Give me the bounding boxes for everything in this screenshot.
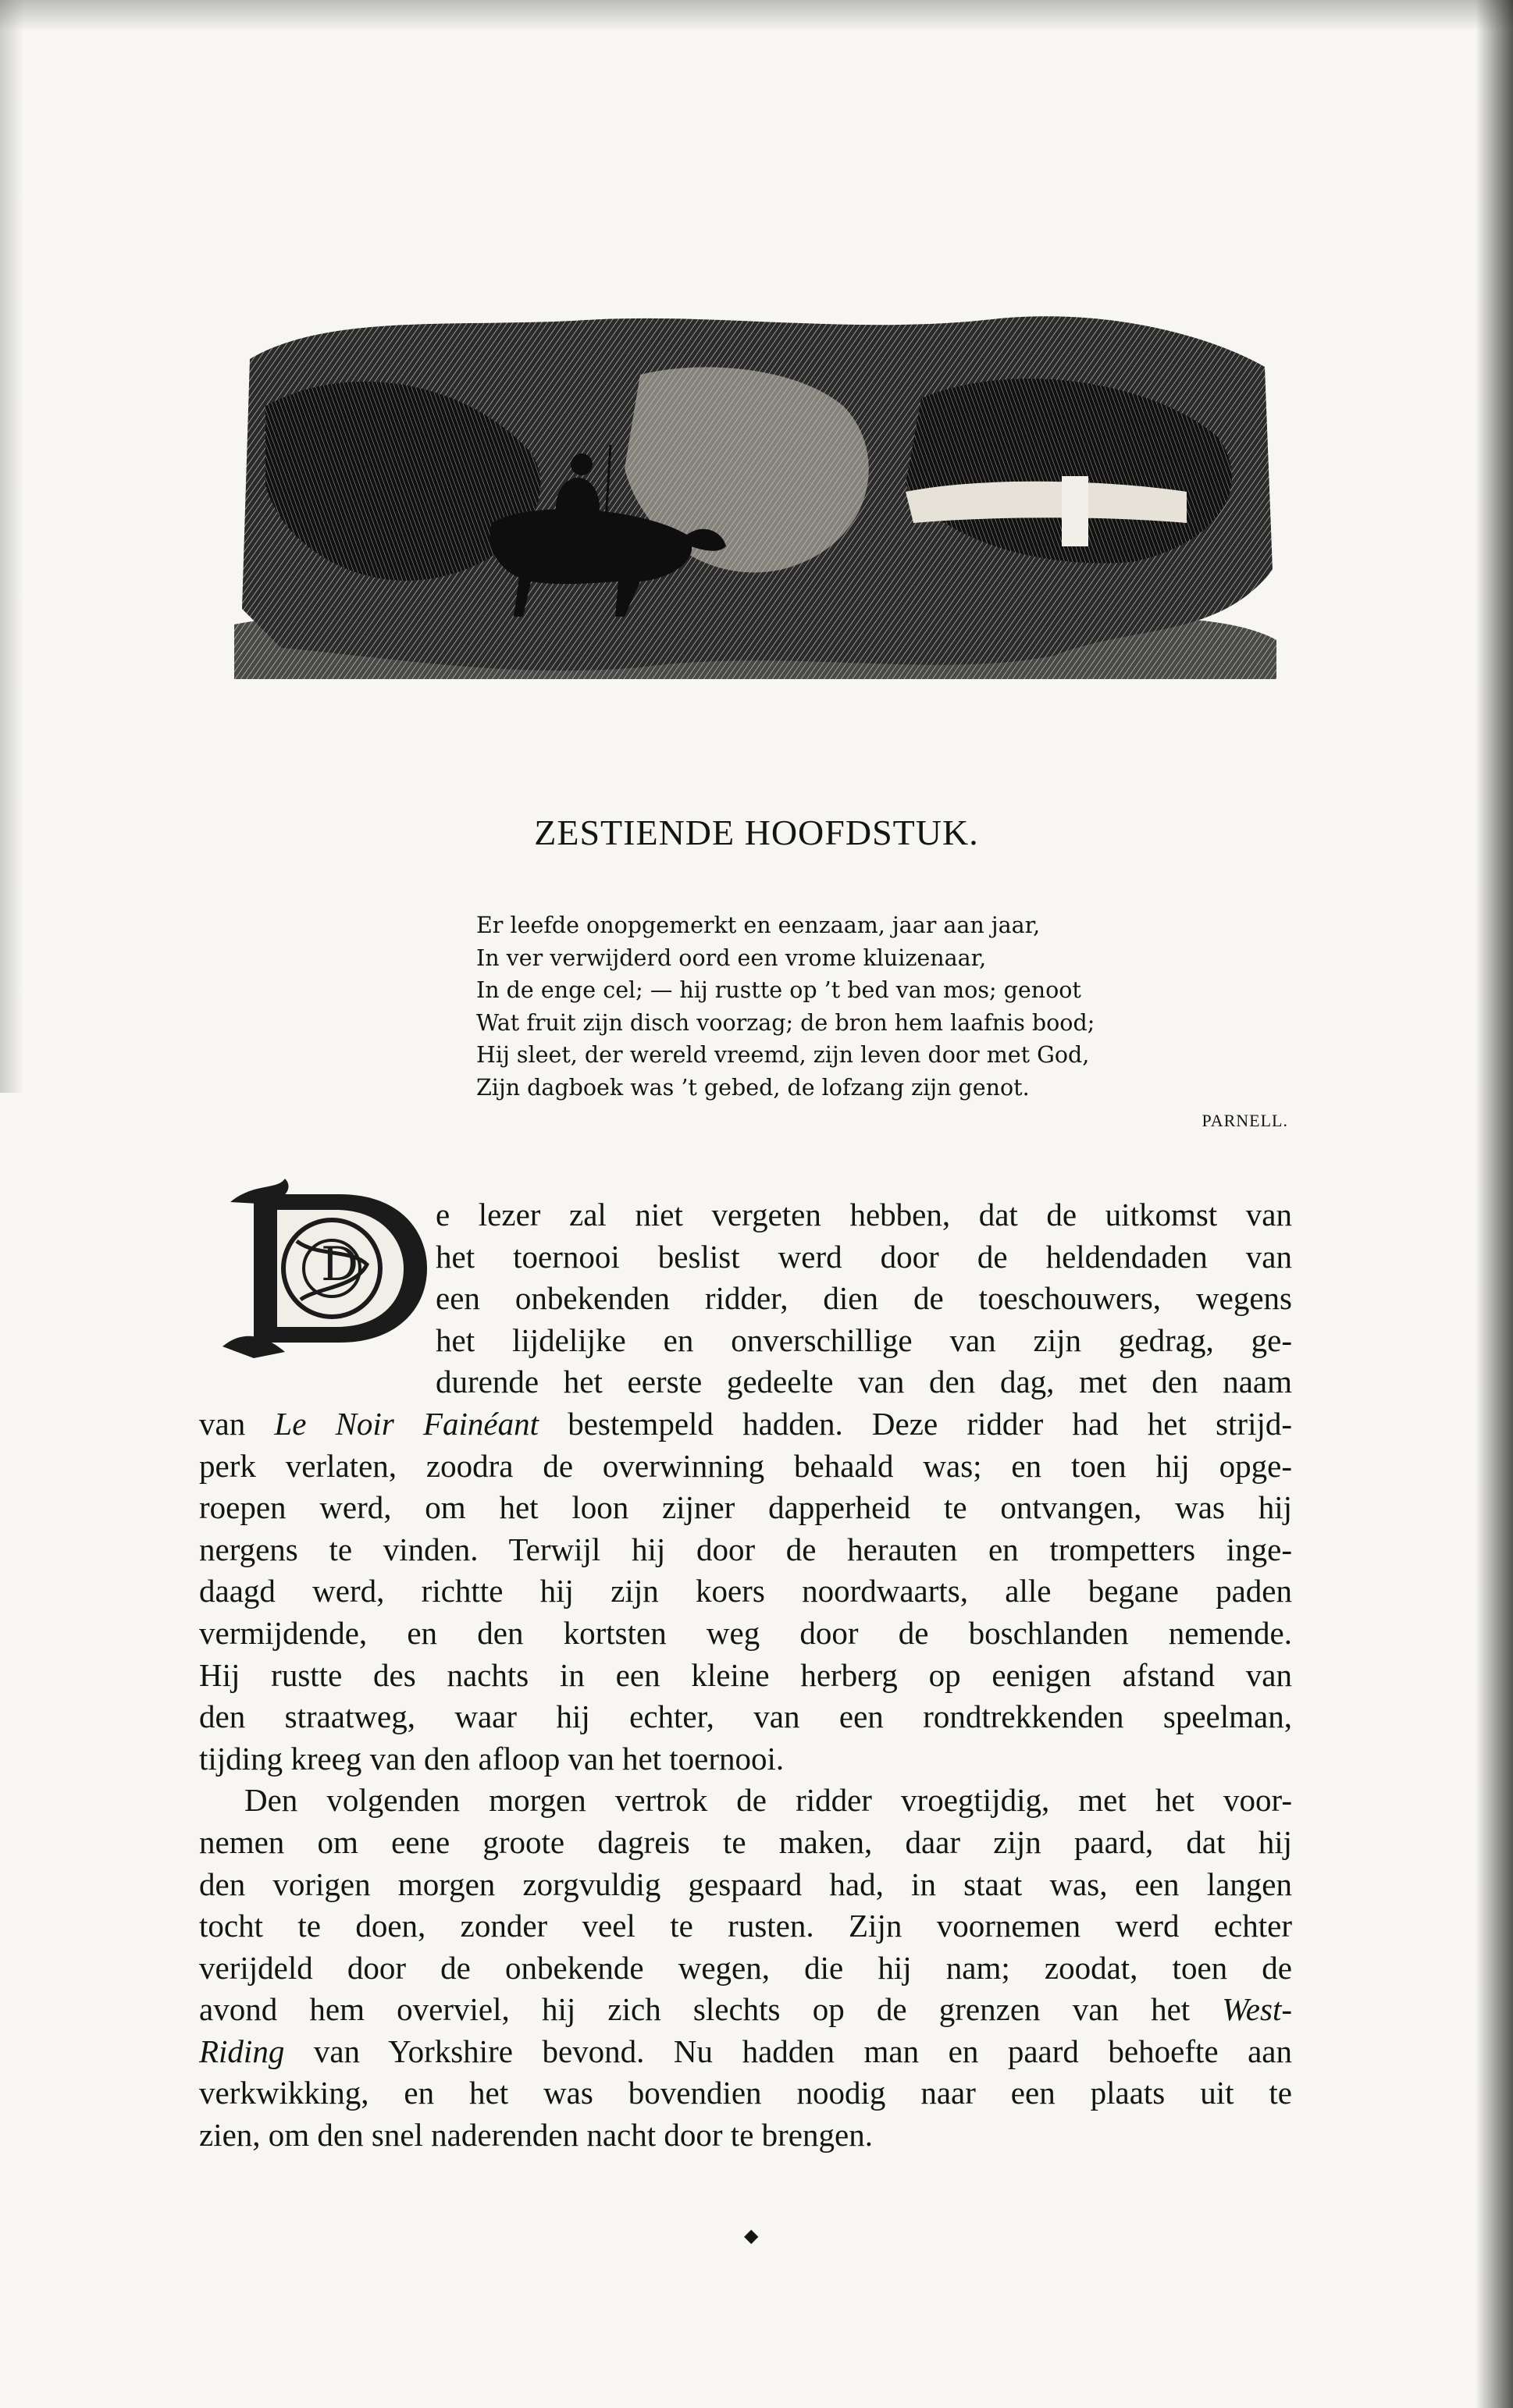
chapter-illustration xyxy=(234,312,1276,679)
body-text xyxy=(199,1194,1292,2157)
text-line: Den volgenden morgen vertrok de ridder vroegtijdig, met het voor- xyxy=(244,1782,1292,1819)
text-line: nergens te vinden. Terwijl hij door de herauten en trompetters inge- xyxy=(199,1531,1292,1567)
text-line: e lezer zal niet vergeten hebben, dat de uitkomst van xyxy=(436,1197,1292,1232)
epigraph-line: In de enge cel; — hij rustte op ’t bed van mos; genoot xyxy=(476,977,1081,1003)
text-line: verijdeld door de onbekende wegen, die hij nam; zoodat, toen de xyxy=(199,1949,1292,1986)
text-line: nemen om eene groote dagreis te maken, daar zijn paard, dat hij xyxy=(199,1823,1292,1860)
page-edge-right xyxy=(1476,0,1513,2408)
text-line: roepen werd, om het loon zijner dapperheid te ontvangen, was hij xyxy=(199,1489,1292,1526)
dropcap-letter: D xyxy=(320,1237,359,1292)
italic-place: West- xyxy=(1222,1991,1292,2028)
text-line: perk verlaten, zoodra de overwinning behaald was; en toen hij opge- xyxy=(199,1447,1292,1484)
text-line xyxy=(199,1989,1292,2031)
italic-title: Le Noir Fainéant xyxy=(274,1405,539,1442)
page-ornament: ◆ xyxy=(744,2225,759,2246)
epigraph-line: Wat fruit zijn disch voorzag; de bron hem laafnis bood; xyxy=(476,1009,1095,1036)
page-edge-top xyxy=(0,0,1513,31)
text-line: vermijdende, en den kortsten weg door de boschlanden nemende. xyxy=(199,1614,1292,1651)
chapter-title: ZESTIENDE HOOFDSTUK. xyxy=(534,813,979,852)
text-line: den vorigen morgen zorgvuldig gespaard had, in staat was, een langen xyxy=(199,1866,1292,1902)
text-line: een onbekenden ridder, dien de toeschouwers, wegens xyxy=(436,1280,1292,1317)
text-line: het toernooi beslist werd door de heldendaden van xyxy=(436,1238,1292,1275)
text-line: Hij rustte des nachts in een kleine herberg op eenigen afstand van xyxy=(199,1656,1292,1693)
paragraph xyxy=(199,1780,1292,2156)
epigraph-line: Hij sleet, der wereld vreemd, zijn leven door met God, xyxy=(476,1042,1090,1068)
epigraph-line: In ver verwijderd oord een vrome kluizenaar, xyxy=(476,944,987,971)
text-run: avond hem overviel, hij zich slechts op de grenzen van het xyxy=(199,1991,1223,2028)
text-line: durende het eerste gedeelte van den dag, met den naam xyxy=(436,1364,1292,1400)
epigraph-line: Zijn dagboek was ’t gebed, de lofzang zijn genot. xyxy=(476,1074,1030,1101)
text-line: den straatweg, waar hij echter, van een rondtrekkenden speelman, xyxy=(199,1698,1292,1735)
italic-place: Riding xyxy=(199,2033,285,2069)
page-edge-left xyxy=(0,0,23,1093)
text-run: van Yorkshire bevond. Nu hadden man en paard behoefte aan xyxy=(284,2033,1292,2069)
epigraph-line: Er leefde onopgemerkt en eenzaam, jaar aan jaar, xyxy=(476,912,1041,938)
text-line xyxy=(199,1403,1292,1446)
text-line: daagd werd, richtte hij zijn koers noordwaarts, alle begane paden xyxy=(199,1573,1292,1609)
text-run: bestempeld hadden. Deze ridder had het strijd- xyxy=(539,1405,1293,1442)
text-line: verkwikking, en het was bovendien noodig naar een plaats uit te xyxy=(199,2075,1292,2111)
text-line: zien, om den snel naderenden nacht door te brengen. xyxy=(199,2117,873,2154)
text-line: het lijdelijke en onverschillige van zijn gedrag, ge- xyxy=(436,1321,1292,1358)
dropcap-wrapped-lines xyxy=(199,1194,1292,1403)
text-line: tijding kreeg van den afloop van het toernooi. xyxy=(199,1740,785,1777)
epigraph xyxy=(476,909,1304,1104)
epigraph-attribution: PARNELL. xyxy=(1202,1111,1288,1130)
paragraph xyxy=(199,1194,1292,1780)
text-run: van xyxy=(199,1405,275,1442)
text-line: tocht te doen, zonder veel te rusten. Zijn voornemen werd echter xyxy=(199,1908,1292,1944)
text-line xyxy=(199,2031,1292,2073)
